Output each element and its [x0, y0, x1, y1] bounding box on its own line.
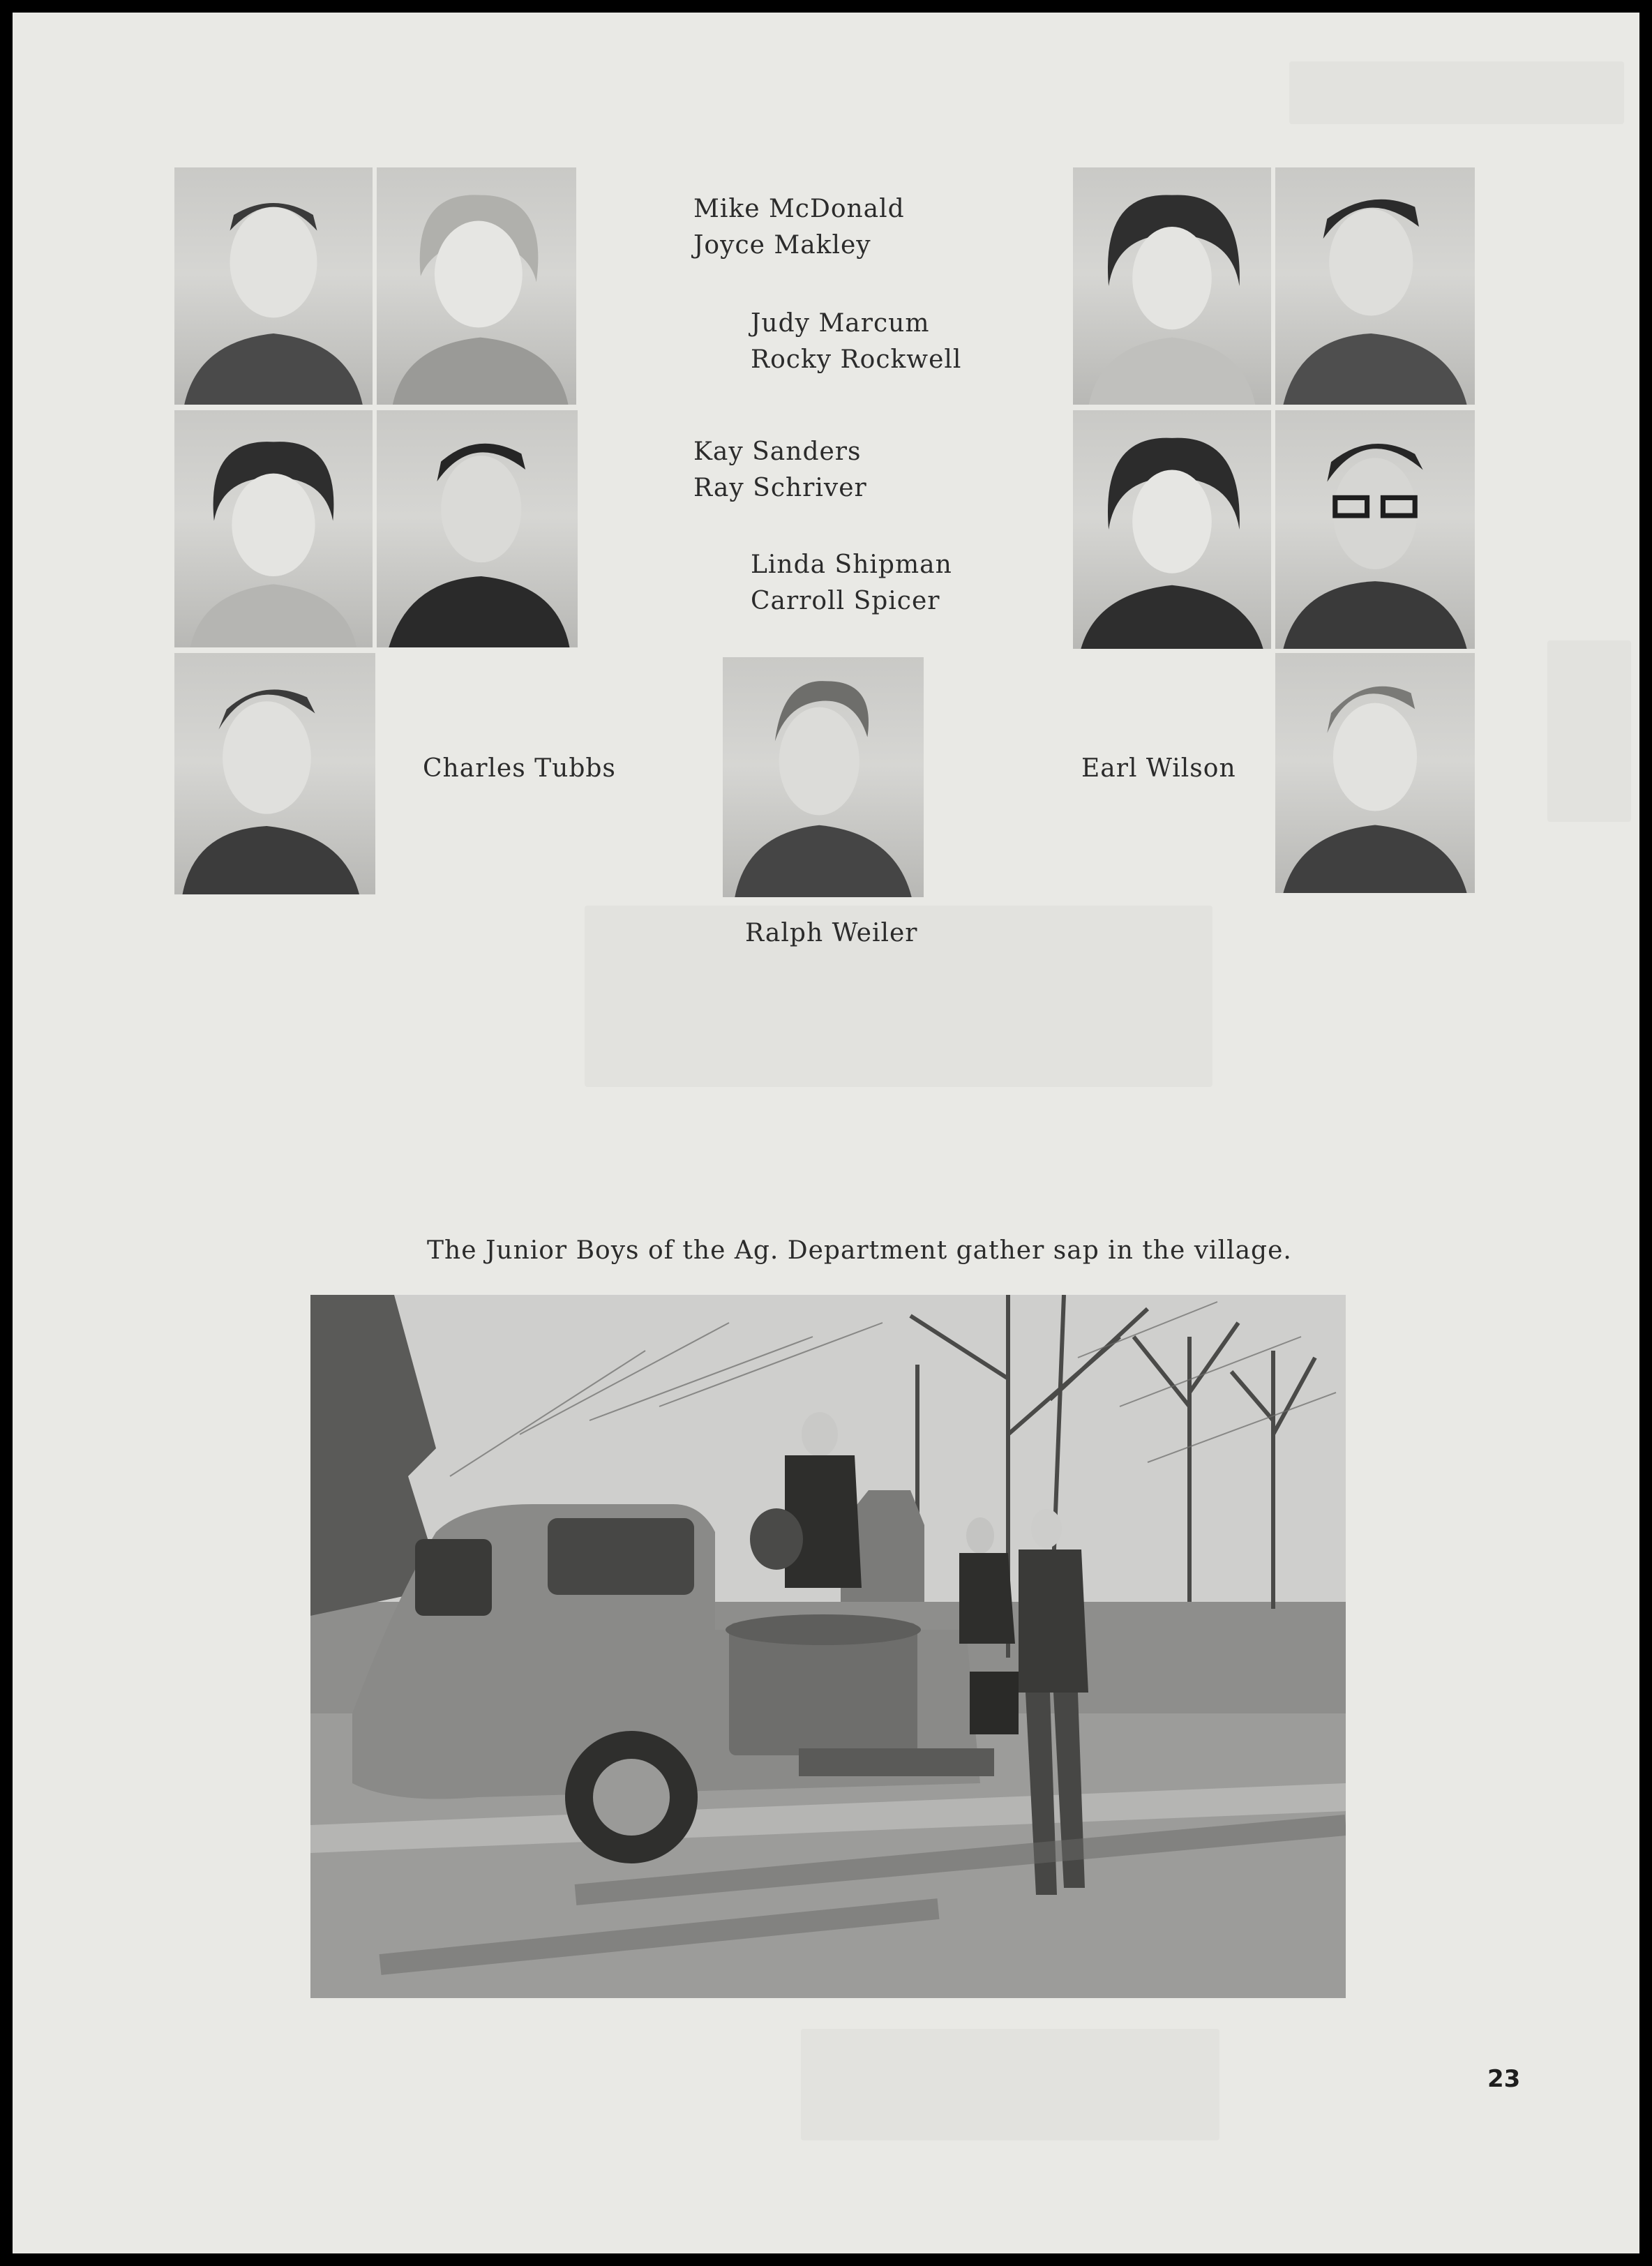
name-mike-mcdonald: Mike McDonald	[693, 195, 905, 223]
name-charles-tubbs: Charles Tubbs	[423, 754, 616, 783]
name-joyce-makley: Joyce Makley	[693, 231, 871, 260]
name-ray-schriver: Ray Schriver	[693, 474, 867, 502]
yearbook-page	[13, 13, 1639, 2253]
page-number: 23	[1487, 2065, 1521, 2093]
name-judy-marcum: Judy Marcum	[751, 309, 930, 338]
portrait-earl-wilson	[1275, 653, 1475, 893]
portrait-carroll-spicer	[1275, 410, 1475, 649]
portrait-charles-tubbs	[174, 653, 375, 894]
name-kay-sanders: Kay Sanders	[693, 437, 862, 466]
portrait-kay-sanders	[174, 410, 373, 647]
portrait-mike-mcdonald	[174, 167, 373, 405]
name-ralph-weiler: Ralph Weiler	[745, 919, 918, 947]
sap-gathering-photo	[310, 1295, 1346, 1998]
name-carroll-spicer: Carroll Spicer	[751, 587, 940, 615]
portrait-linda-shipman	[1073, 410, 1271, 649]
portrait-ray-schriver	[377, 410, 578, 647]
portrait-joyce-makley	[377, 167, 576, 405]
portrait-ralph-weiler	[723, 657, 924, 897]
portrait-rocky-rockwell	[1275, 167, 1475, 405]
name-linda-shipman: Linda Shipman	[751, 550, 952, 579]
photo-caption: The Junior Boys of the Ag. Department gather sap in the village.	[427, 1236, 1292, 1265]
portrait-judy-marcum	[1073, 167, 1271, 405]
name-rocky-rockwell: Rocky Rockwell	[751, 345, 962, 374]
name-earl-wilson: Earl Wilson	[1081, 754, 1236, 783]
